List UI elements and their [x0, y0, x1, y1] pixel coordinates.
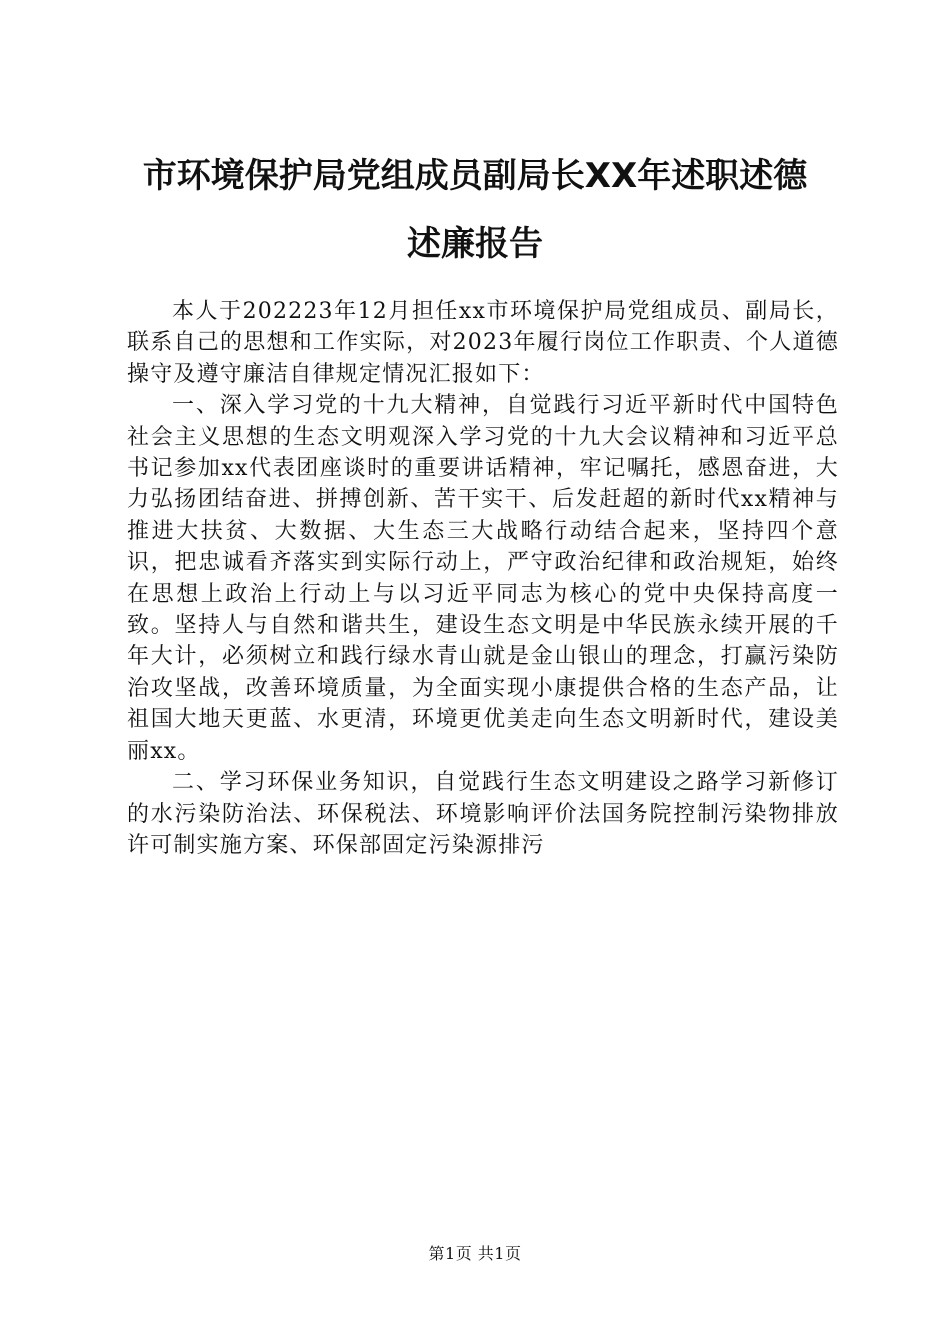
document-body [127, 296, 839, 861]
document-title [120, 158, 830, 262]
paragraph-section-1: 一、深入学习党的十九大精神，自觉践行习近平新时代中国特色社会主义思想的生态文明观深入学习党的十九大会议精神和习近平总书记参加xx代表团座谈时的重要讲话精神，牢记嘱托，感恩奋进，大力弘扬团结奋进、拼搏创新、苦干实干、后发赶超的新时代xx精神与推进大扶贫、大数据、大生态三大战略行动结合起来，坚持四个意识，把忠诚看齐落实到实际行动上，严守政治纪律和政治规矩，始终在思想上政治上行动上与以习近平同志为核心的党中央保持高度一致。坚持人与自然和谐共生，建设生态文明是中华民族永续开展的千年大计，必须树立和践行绿水青山就是金山银山的理念，打赢污染防治攻坚战，改善环境质量，为全面实现小康提供合格的生态产品，让祖国大地天更蓝、水更清，环境更优美走向生态文明新时代，建设美丽xx。 [127, 393, 839, 764]
paragraph-section-2: 二、学习环保业务知识，自觉践行生态文明建设之路学习新修订的水污染防治法、环保税法、环境影响评价法国务院控制污染物排放许可制实施方案、环保部固定污染源排污 [127, 770, 839, 858]
page-footer: 第1页 共1页 [428, 1244, 522, 1263]
title-line-1: 市环境保护局党组成员副局长XX年述职述德 [142, 156, 808, 196]
paragraph-intro: 本人于202223年12月担任xx市环境保护局党组成员、副局长，联系自己的思想和工作实际，对2023年履行岗位工作职责、个人道德操守及遵守廉洁自律规定情况汇报如下： [127, 299, 839, 387]
title-line-2: 述廉报告 [407, 224, 543, 264]
